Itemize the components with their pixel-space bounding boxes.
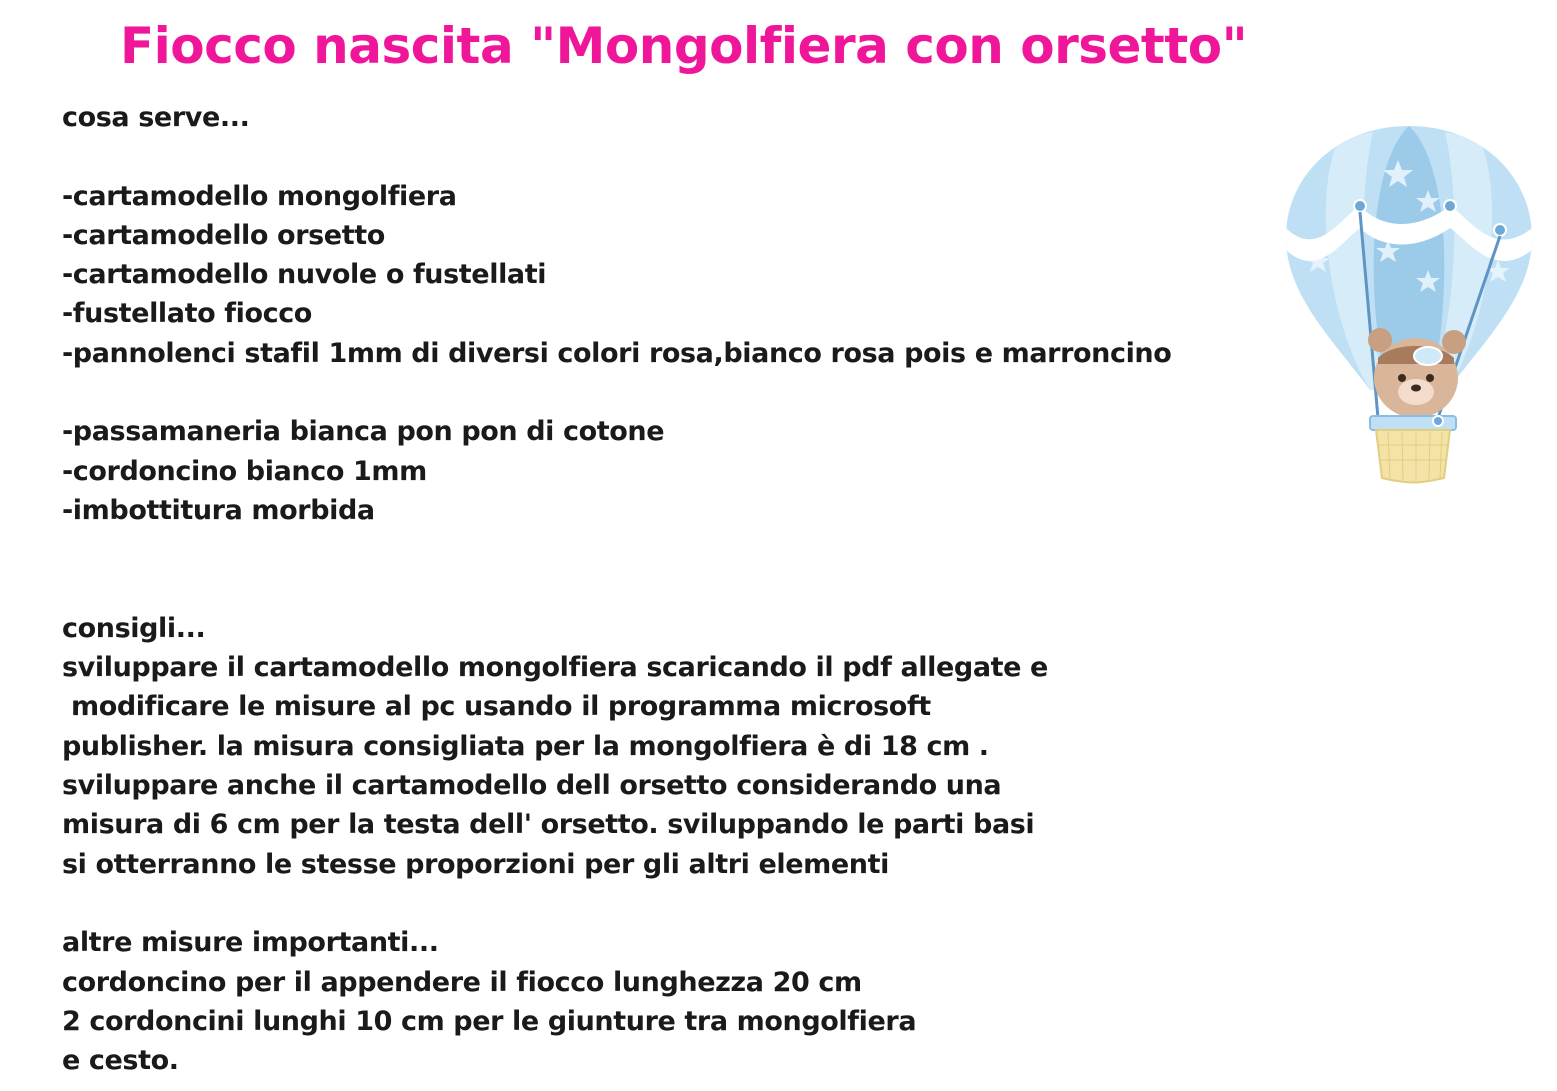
material-item: -pannolenci stafil 1mm di diversi colori rosa,bianco rosa pois e marroncino	[62, 337, 1172, 369]
measures-heading: altre misure importanti...	[62, 927, 439, 959]
tip-line: sviluppare il cartamodello mongolfiera scaricando il pdf allegate e	[62, 652, 1048, 684]
measure-line: 2 cordoncini lunghi 10 cm per le giunture tra mongolfiera	[62, 1005, 917, 1037]
material-item: -cartamodello orsetto	[62, 219, 385, 251]
tip-line: sviluppare anche il cartamodello dell orsetto considerando una	[62, 770, 1002, 802]
material-item: -cartamodello mongolfiera	[62, 180, 457, 212]
hot-air-balloon-bear-icon	[1278, 120, 1540, 488]
measure-line: cordoncino per il appendere il fiocco lunghezza 20 cm	[62, 966, 862, 998]
tip-line: publisher. la misura consigliata per la mongolfiera è di 18 cm .	[62, 730, 989, 762]
tips-heading: consigli...	[62, 612, 206, 644]
material-item: -passamaneria bianca pon pon di cotone	[62, 416, 665, 448]
instructions-body	[62, 98, 1262, 1080]
tip-line: misura di 6 cm per la testa dell' orsetto. sviluppando le parti basi	[62, 809, 1035, 841]
measure-line: e cesto.	[62, 1045, 179, 1077]
material-item: -imbottitura morbida	[62, 494, 375, 526]
materials-heading: cosa serve...	[62, 102, 250, 133]
material-item: -fustellato fiocco	[62, 298, 312, 330]
tip-line: si otterranno le stesse proporzioni per gli altri elementi	[62, 848, 889, 880]
material-item: -cordoncino bianco 1mm	[62, 455, 427, 487]
material-item: -cartamodello nuvole o fustellati	[62, 259, 547, 291]
tip-line: modificare le misure al pc usando il programma microsoft	[62, 691, 931, 723]
page-title: Fiocco nascita "Mongolfiera con orsetto"	[120, 17, 1248, 75]
